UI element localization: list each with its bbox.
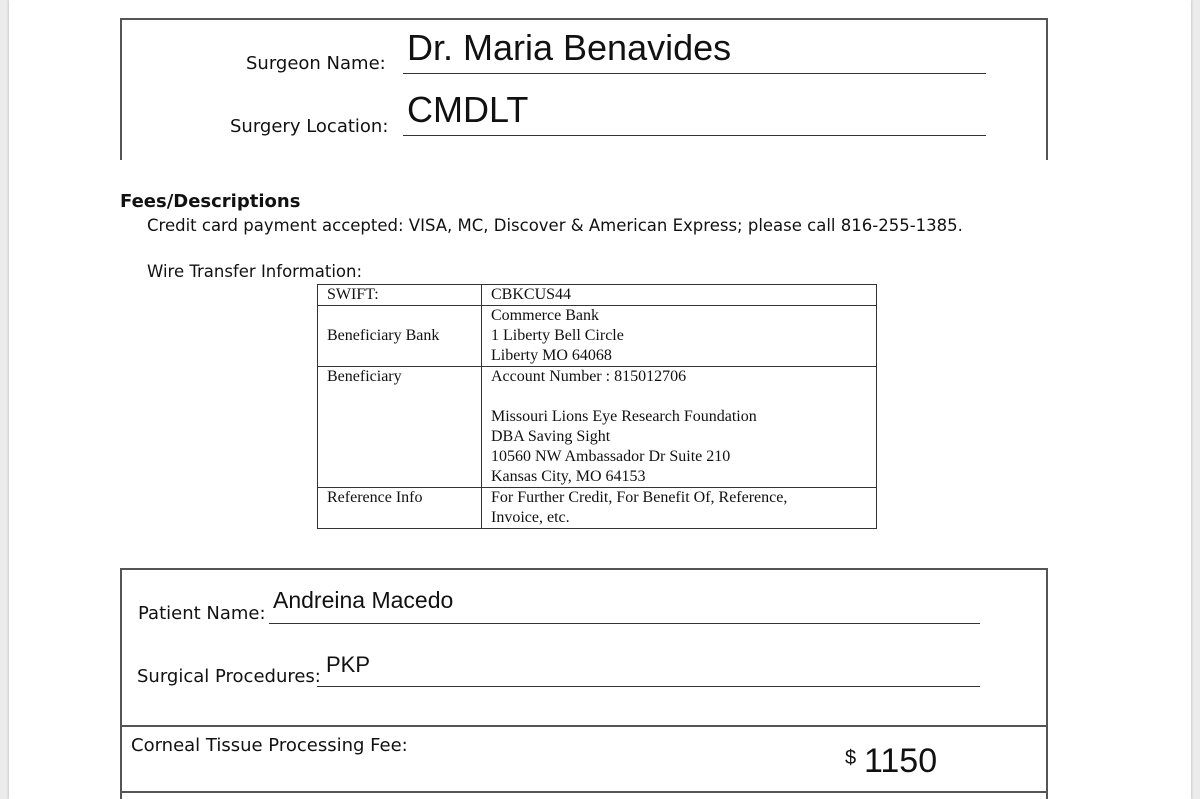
reference-info-label: Reference Info bbox=[318, 488, 482, 529]
surgeon-name-label: Surgeon Name: bbox=[246, 53, 386, 74]
swift-value: CBKCUS44 bbox=[482, 285, 877, 306]
surgeon-box-right-border bbox=[1046, 18, 1048, 160]
patient-name-underline bbox=[269, 623, 980, 624]
processing-fee-amount[interactable]: 1150 bbox=[864, 742, 938, 780]
surgical-procedures-field[interactable]: PKP bbox=[326, 652, 371, 677]
table-row bbox=[318, 367, 877, 488]
table-row bbox=[318, 488, 877, 529]
surgeon-name-field[interactable]: Dr. Maria Benavides bbox=[407, 27, 732, 68]
patient-box-left-border bbox=[120, 568, 122, 799]
fee-row-top-border bbox=[120, 725, 1047, 727]
beneficiary-line: 10560 NW Ambassador Dr Suite 210 bbox=[491, 448, 731, 465]
credit-card-text: Credit card payment accepted: VISA, MC, Discover & American Express; please call 816-255-1385. bbox=[147, 216, 963, 235]
surgeon-box-top-border bbox=[120, 18, 1047, 20]
currency-symbol: $ bbox=[845, 747, 857, 769]
reference-line: Invoice, etc. bbox=[491, 509, 570, 526]
beneficiary-value bbox=[482, 367, 877, 488]
wire-transfer-heading: Wire Transfer Information: bbox=[147, 262, 363, 281]
spacer bbox=[491, 387, 867, 407]
wire-transfer-table bbox=[317, 284, 877, 529]
beneficiary-label: Beneficiary bbox=[318, 367, 482, 488]
document-page bbox=[9, 0, 1191, 799]
beneficiary-line: Missouri Lions Eye Research Foundation bbox=[491, 408, 757, 425]
table-row bbox=[318, 285, 877, 306]
patient-name-label: Patient Name: bbox=[138, 603, 266, 624]
bank-line: Commerce Bank bbox=[491, 307, 599, 324]
surgical-procedures-underline bbox=[317, 686, 980, 687]
surgeon-box-left-border bbox=[120, 18, 122, 160]
fee-row-bottom-border bbox=[120, 791, 1047, 793]
surgery-location-underline bbox=[403, 135, 986, 136]
reference-info-value bbox=[482, 488, 877, 529]
table-row bbox=[318, 306, 877, 367]
account-number: Account Number : 815012706 bbox=[491, 368, 687, 385]
surgery-location-label: Surgery Location: bbox=[230, 116, 389, 137]
bank-line: 1 Liberty Bell Circle bbox=[491, 327, 624, 344]
beneficiary-line: DBA Saving Sight bbox=[491, 428, 611, 445]
patient-box-top-border bbox=[120, 568, 1047, 570]
beneficiary-bank-label: Beneficiary Bank bbox=[318, 306, 482, 367]
beneficiary-line: Kansas City, MO 64153 bbox=[491, 468, 646, 485]
processing-fee-label: Corneal Tissue Processing Fee: bbox=[131, 735, 408, 756]
surgical-procedures-label: Surgical Procedures: bbox=[137, 666, 321, 687]
fees-heading: Fees/Descriptions bbox=[120, 191, 301, 212]
bank-line: Liberty MO 64068 bbox=[491, 347, 612, 364]
swift-label: SWIFT: bbox=[318, 285, 482, 306]
surgery-location-field[interactable]: CMDLT bbox=[407, 89, 529, 130]
patient-name-field[interactable]: Andreina Macedo bbox=[273, 587, 454, 613]
beneficiary-bank-value bbox=[482, 306, 877, 367]
reference-line: For Further Credit, For Benefit Of, Reference, bbox=[491, 489, 788, 506]
patient-box-right-border bbox=[1046, 568, 1048, 799]
surgeon-name-underline bbox=[403, 73, 986, 74]
